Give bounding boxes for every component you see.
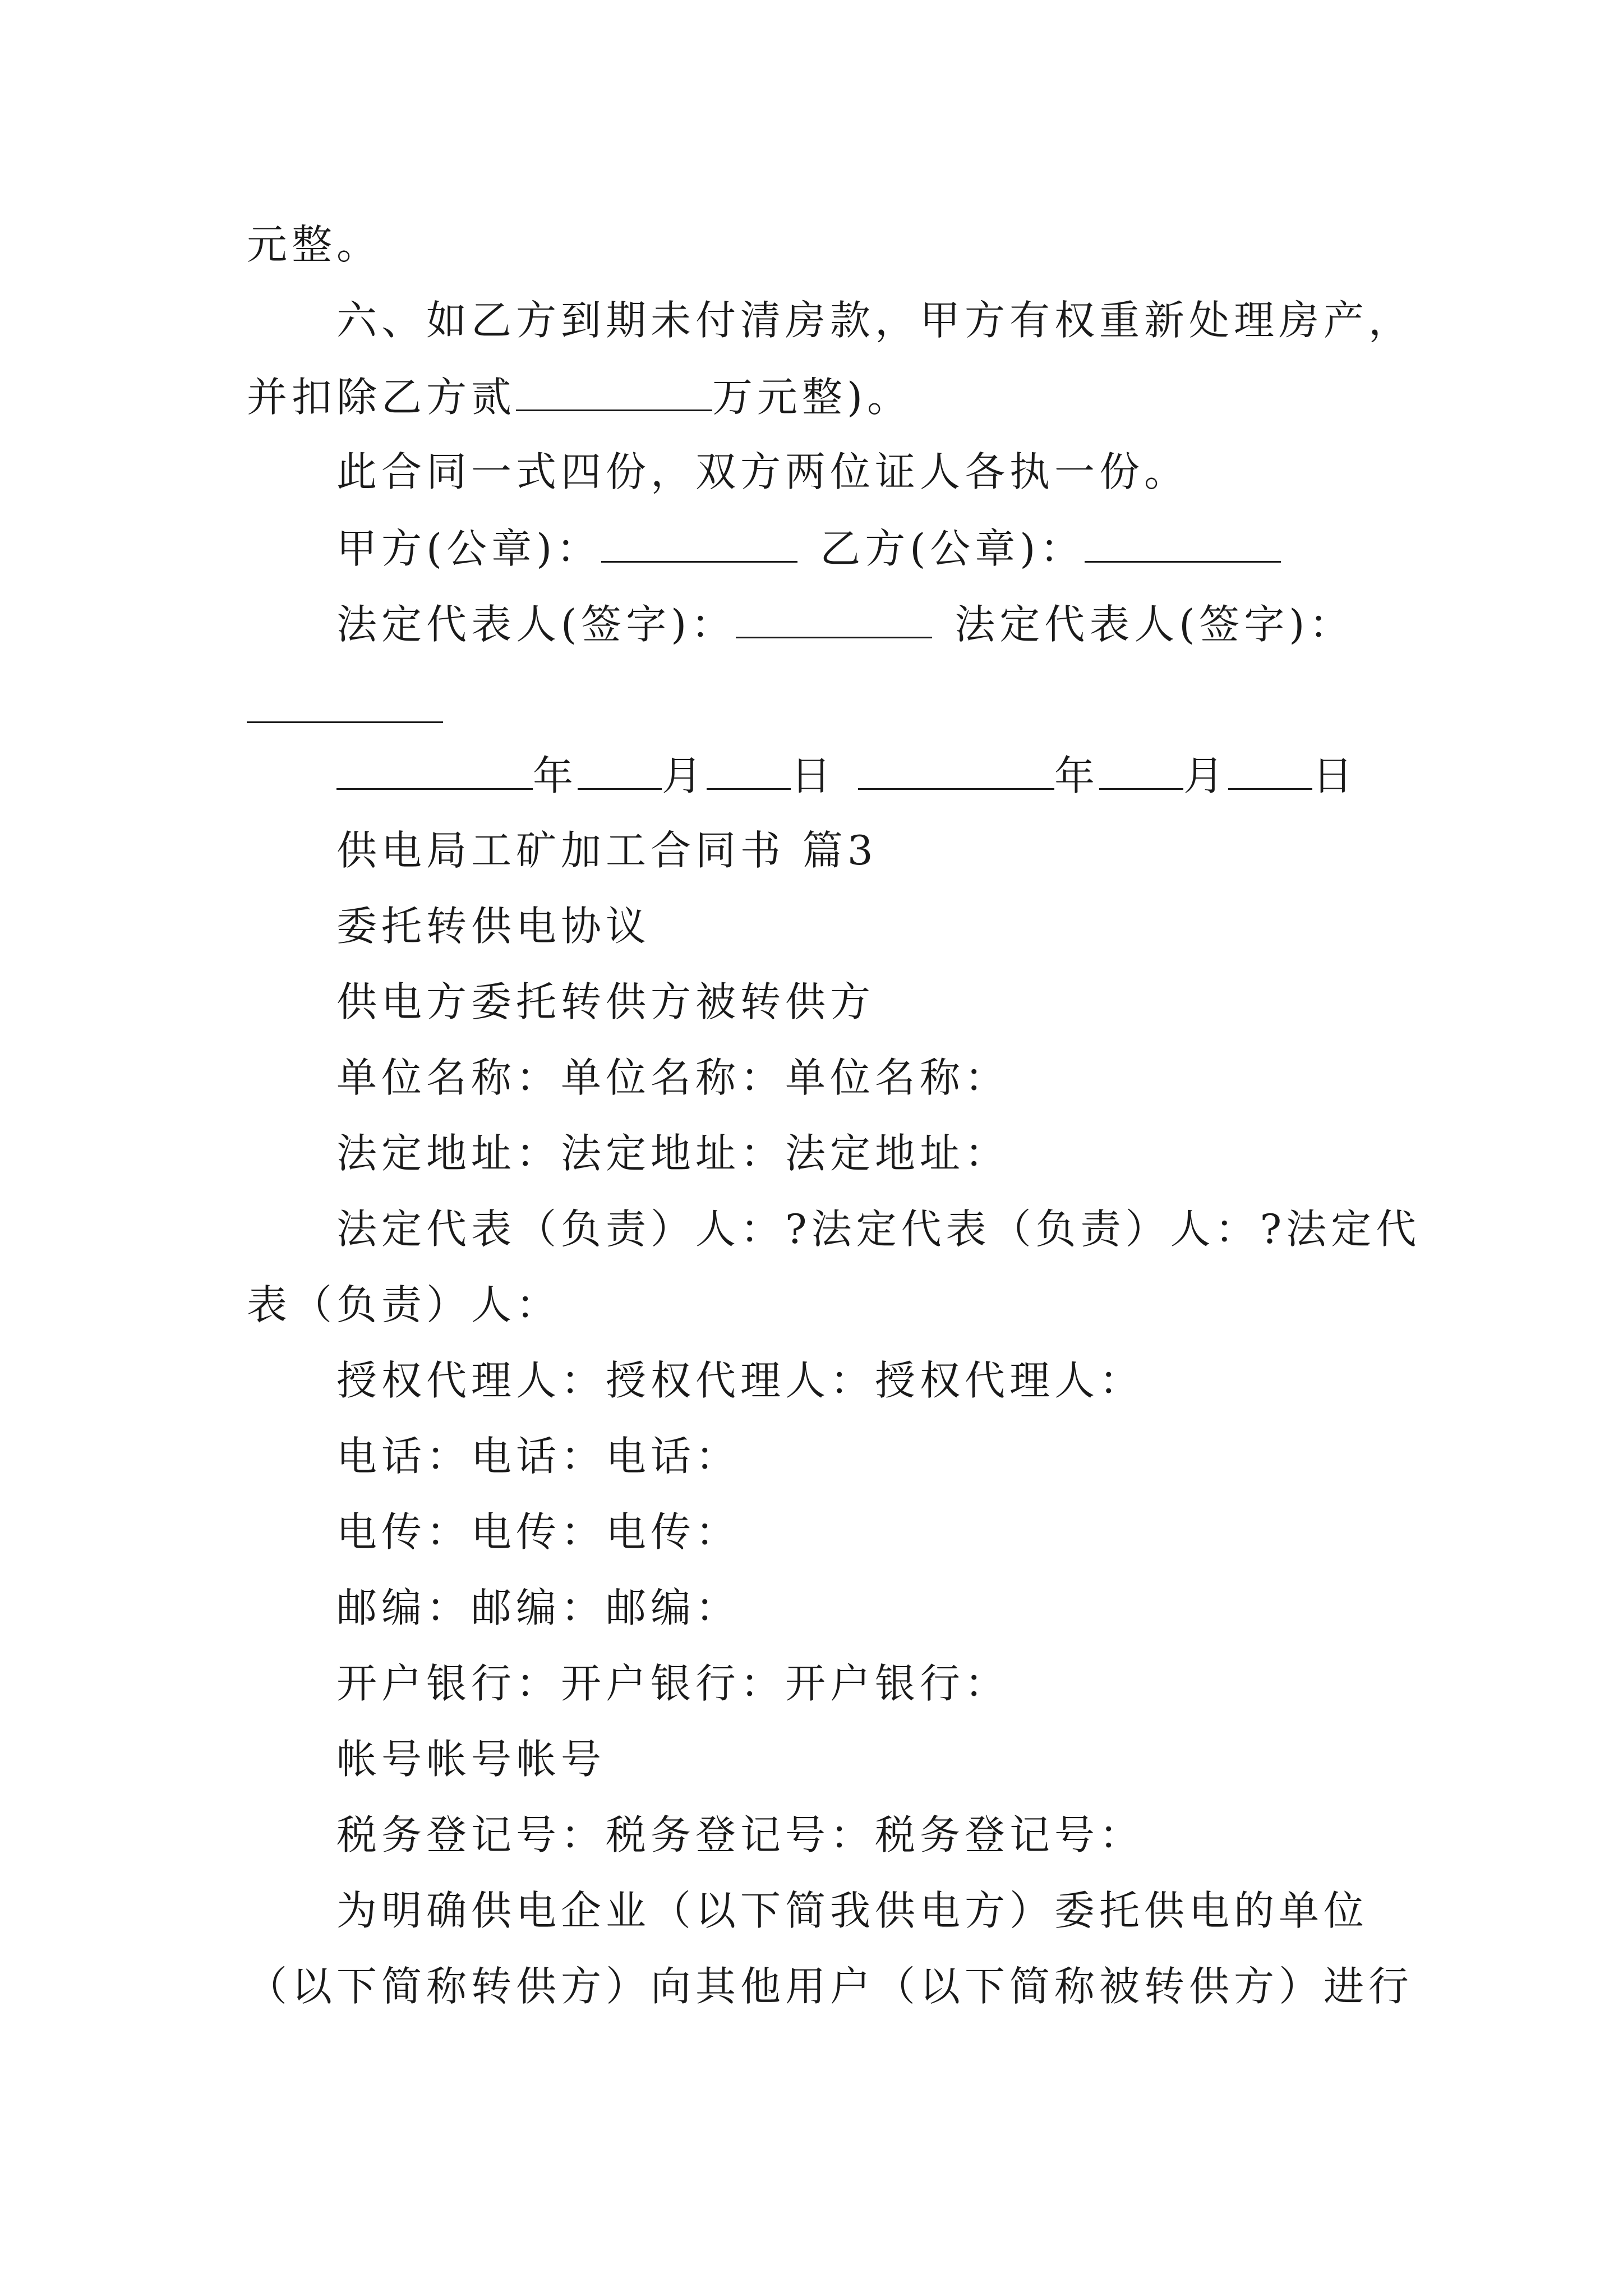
- section-heading: 供电局工矿加工合同书 篇3: [336, 827, 878, 874]
- fill-in-blank: [516, 376, 712, 411]
- text-line: 电传：电传：电传：: [336, 1508, 741, 1556]
- text-line: 并扣除乙方贰 万元整)。: [247, 374, 912, 421]
- date-line: 年 月 日 年 月 日: [336, 754, 1357, 796]
- text-line: 税务登记号：税务登记号：税务登记号：: [336, 1811, 1145, 1858]
- text-line: 电话：电话：电话：: [336, 1433, 741, 1480]
- text-line: 六、如乙方到期未付清房款，甲方有权重新处理房产，: [336, 297, 1414, 344]
- text-line: 供电方委托转供方被转供方: [336, 978, 875, 1025]
- text-line: （以下简称转供方）向其他用户（以下简称被转供方）进行: [247, 1963, 1414, 2010]
- text-line: 法定地址：法定地址：法定地址：: [336, 1130, 1010, 1177]
- month-blank: [1099, 754, 1183, 790]
- text-line: 单位名称：单位名称：单位名称：: [336, 1054, 1010, 1101]
- text-line: 法定代表（负责）人：?法定代表（负责）人：?法定代: [336, 1205, 1421, 1253]
- text-line: 开户银行：开户银行：开户银行：: [336, 1660, 1010, 1707]
- text-line: 帐号帐号帐号: [336, 1736, 606, 1783]
- text-line: 此合同一式四份，双方两位证人各执一份。: [336, 448, 1189, 495]
- day-blank: [707, 754, 791, 790]
- year-blank: [858, 754, 1054, 790]
- party-b-signature-blank: [247, 721, 443, 723]
- month-blank: [578, 754, 662, 790]
- text-line: 元整。: [247, 221, 382, 268]
- text-line: 邮编：邮编：邮编：: [336, 1584, 741, 1631]
- year-blank: [336, 754, 533, 790]
- party-seal-line: 甲方(公章)： 乙方(公章)：: [336, 527, 1281, 569]
- party-b-seal-blank: [1085, 527, 1281, 563]
- text-line: 表（负责）人：: [247, 1281, 561, 1328]
- signature-line: 法定代表人(签字)： 法定代表人(签字)：: [336, 601, 1354, 648]
- party-a-signature-blank: [736, 603, 932, 638]
- party-a-seal-blank: [601, 527, 797, 563]
- text-line: 授权代理人：授权代理人：授权代理人：: [336, 1357, 1145, 1404]
- agreement-title: 委托转供电协议: [336, 903, 651, 950]
- text-line: 为明确供电企业（以下简我供电方）委托供电的单位: [336, 1887, 1369, 1934]
- day-blank: [1228, 754, 1312, 790]
